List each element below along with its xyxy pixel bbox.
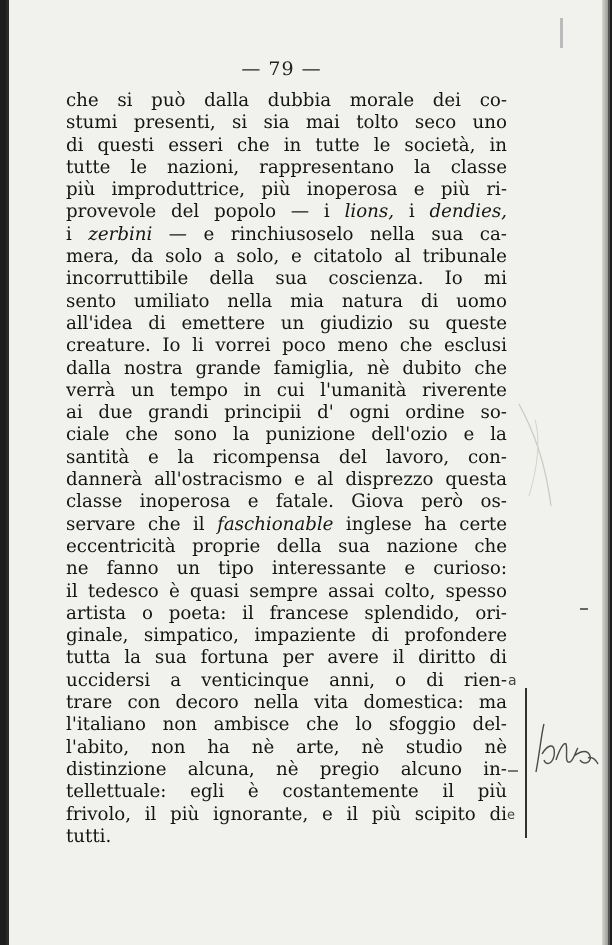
word: ricompensa <box>212 446 321 468</box>
word: ignorante, <box>213 803 309 825</box>
word: al <box>394 246 411 268</box>
word: riverente <box>422 379 507 401</box>
word: dalla <box>204 90 250 111</box>
word: che <box>147 513 181 535</box>
word: e <box>203 223 215 245</box>
word: eccentricità <box>66 535 176 557</box>
body-text <box>66 90 507 848</box>
word: questi <box>97 134 155 156</box>
text-line <box>66 447 507 469</box>
word: di <box>371 625 389 647</box>
text-line <box>66 759 507 781</box>
margin-tick <box>580 608 588 610</box>
word: di <box>420 290 439 312</box>
word: non <box>162 714 197 736</box>
text-line <box>66 224 507 246</box>
word: frivolo, <box>66 803 132 825</box>
word: zerbini <box>88 223 153 245</box>
word: i <box>408 201 415 223</box>
word: tempo <box>170 379 228 401</box>
text-line <box>66 514 507 536</box>
word: la <box>414 156 431 178</box>
word: esclusi <box>443 335 507 357</box>
page-edge <box>602 0 608 945</box>
word: inoperosa <box>139 491 231 513</box>
word: artista <box>66 602 127 624</box>
handwritten-signature <box>530 720 600 780</box>
word: nella <box>369 223 415 245</box>
word: dell'ozio <box>371 424 448 446</box>
text-line <box>66 647 507 669</box>
word: seco <box>414 112 457 134</box>
word: umiliato <box>133 290 210 312</box>
word: tutte <box>315 134 360 156</box>
text-line <box>66 291 507 313</box>
margin-tick <box>560 18 563 48</box>
word: vorrei <box>215 335 271 357</box>
word: uomo <box>456 290 507 312</box>
word: spesso <box>445 580 507 602</box>
text-line <box>66 603 507 625</box>
word: un <box>130 379 155 401</box>
word: e <box>413 179 425 201</box>
word: nè <box>367 357 390 379</box>
word: splendido, <box>364 602 460 624</box>
word: verrà <box>66 379 116 401</box>
word: i <box>323 201 330 223</box>
word: dubbia <box>267 90 332 111</box>
word: di <box>66 134 84 156</box>
word: — <box>168 223 187 245</box>
word: fortuna <box>200 647 269 669</box>
word: a <box>213 246 225 268</box>
word: o <box>395 669 407 691</box>
text-line <box>66 670 507 692</box>
margin-tick <box>508 770 518 772</box>
word: che <box>306 714 339 736</box>
word: emettere <box>181 312 266 334</box>
word: servare <box>66 513 136 535</box>
text-line <box>66 581 507 603</box>
word: natura <box>341 290 403 312</box>
word: il <box>192 513 205 535</box>
word: grandi <box>148 402 209 424</box>
word: che <box>66 90 99 111</box>
word: nè <box>484 736 507 758</box>
word: venticinque <box>201 669 309 691</box>
word: giudizio <box>319 312 393 334</box>
word: con- <box>467 446 507 468</box>
word: rien- <box>463 669 507 691</box>
word: i <box>66 223 72 245</box>
word: ha <box>424 513 447 535</box>
word: il <box>392 647 405 669</box>
word: nazione <box>386 535 458 557</box>
word: a <box>170 669 182 691</box>
word: l'umanità <box>320 379 407 401</box>
word: si <box>232 112 248 134</box>
word: fanno <box>106 558 159 580</box>
text-line <box>66 112 507 134</box>
text-line <box>66 201 507 223</box>
word: provevole <box>66 201 157 223</box>
word: mi <box>483 268 507 290</box>
word: o <box>141 602 153 624</box>
word: tipo <box>218 558 254 580</box>
word: colto, <box>384 580 436 602</box>
word: di <box>489 647 507 669</box>
word: dannerà <box>66 469 143 491</box>
word: famiglia, <box>273 357 355 379</box>
word: alcuno <box>400 758 462 780</box>
word: in- <box>483 758 507 780</box>
margin-bleed-stroke <box>515 400 555 510</box>
word: e <box>463 424 475 446</box>
word: le <box>130 156 147 178</box>
word: il <box>346 803 359 825</box>
text-line <box>66 491 507 513</box>
word: sua <box>275 268 308 290</box>
word: che <box>474 535 507 557</box>
word: scipito <box>414 803 476 825</box>
margin-line <box>525 688 527 838</box>
word: la <box>177 446 195 468</box>
text-line <box>66 246 507 268</box>
word: uno <box>472 112 507 134</box>
word: le <box>373 134 391 156</box>
word: decoro <box>175 692 239 714</box>
word: Io <box>162 335 181 357</box>
word: ogni <box>349 402 390 424</box>
word: mera, <box>66 246 120 268</box>
word: ai <box>66 402 83 424</box>
text-line <box>66 781 507 803</box>
word: grande <box>195 357 261 379</box>
word: più <box>371 803 401 825</box>
word: più <box>440 179 471 201</box>
text-line <box>66 157 507 179</box>
word: che <box>236 134 270 156</box>
word: e <box>147 446 159 468</box>
text-line <box>66 558 507 580</box>
word: con <box>127 692 161 714</box>
text-line <box>66 135 507 157</box>
text-line <box>66 424 507 446</box>
word: e <box>247 491 259 513</box>
word: all'idea <box>66 312 133 334</box>
word: di <box>489 803 507 825</box>
text-line <box>66 179 507 201</box>
word: — <box>290 201 310 223</box>
word: certe <box>459 513 507 535</box>
word: dalla <box>66 357 111 379</box>
word: tedesco <box>87 580 159 602</box>
word: stumi <box>66 112 118 134</box>
word: tellettuale: <box>66 781 167 803</box>
text-line <box>66 335 507 357</box>
word: improduttrice, <box>111 179 246 201</box>
word: tolto <box>356 112 399 134</box>
word: del- <box>472 714 507 736</box>
word: faschionable <box>217 513 334 535</box>
word: dubito <box>402 357 462 379</box>
word: domestica: <box>363 692 464 714</box>
word: un <box>280 312 305 334</box>
text-line <box>66 692 507 714</box>
word: incorruttibile <box>66 268 189 290</box>
word: nella <box>253 692 299 714</box>
word: due <box>98 402 133 424</box>
word: di <box>148 312 166 334</box>
word: non <box>151 736 186 758</box>
text-line <box>66 469 507 491</box>
word: so- <box>480 402 507 424</box>
text-line <box>66 90 507 112</box>
word: ambisce <box>213 714 290 736</box>
word: anni, <box>329 669 376 691</box>
page-number: — 79 — <box>241 58 322 80</box>
word: quasi <box>189 580 240 602</box>
text-line <box>66 625 507 647</box>
word: la <box>490 424 507 446</box>
word: lions, <box>344 201 394 223</box>
word: costantemente <box>282 781 419 803</box>
word: però <box>421 491 464 513</box>
word: mai <box>305 112 340 134</box>
word: della <box>209 268 255 290</box>
word: arte, <box>296 736 340 758</box>
word: trare <box>66 692 113 714</box>
margin-mark: e <box>507 808 515 823</box>
text-line <box>66 714 507 736</box>
word: co- <box>479 90 507 111</box>
word: ne <box>66 558 89 580</box>
word: cui <box>276 379 305 401</box>
word: sia <box>263 112 290 134</box>
word: più <box>261 179 291 201</box>
word: ginale, <box>66 625 129 647</box>
word: da <box>131 246 154 268</box>
word: dei <box>432 90 462 111</box>
word: tutta <box>66 647 111 669</box>
word: esseri <box>168 134 223 156</box>
word: mia <box>290 290 324 312</box>
word: solo, <box>236 246 280 268</box>
word: può <box>151 90 186 111</box>
word: interessante <box>271 558 387 580</box>
word: più <box>170 803 200 825</box>
word: nè <box>251 736 275 758</box>
word: santità <box>66 446 130 468</box>
word: del <box>170 201 200 223</box>
word: e <box>294 469 305 491</box>
word: sento <box>66 290 117 312</box>
word: tribunale <box>422 246 507 268</box>
word: sfoggio <box>388 714 456 736</box>
word: nostra <box>123 357 183 379</box>
word: assai <box>328 580 375 602</box>
word: sua <box>431 223 464 245</box>
word: lavoro, <box>385 446 450 468</box>
text-line <box>66 268 507 290</box>
word: fatale. <box>275 491 334 513</box>
word: nè <box>361 736 384 758</box>
word: punizione <box>265 424 356 446</box>
text-line <box>66 358 507 380</box>
word: poco <box>282 335 326 357</box>
word: nazioni, <box>166 156 240 178</box>
word: egli <box>190 781 225 803</box>
word: si <box>117 90 133 111</box>
word: francese <box>269 602 349 624</box>
word: ma <box>478 692 507 714</box>
word: popolo <box>214 201 277 223</box>
word: ori- <box>475 602 507 624</box>
word: lo <box>355 714 373 736</box>
word: ciale <box>66 424 110 446</box>
margin-mark: a <box>508 673 517 689</box>
word: ca- <box>479 223 507 245</box>
word: il <box>442 781 455 803</box>
word: diritto <box>418 647 476 669</box>
word: un <box>176 558 201 580</box>
word: è <box>247 781 259 803</box>
word: l'abito, <box>66 736 130 758</box>
word: uccidersi <box>66 669 151 691</box>
word: della <box>276 535 322 557</box>
word: Giova <box>351 491 404 513</box>
word: in <box>243 379 262 401</box>
word: ordine <box>405 402 465 424</box>
text-line <box>66 313 507 335</box>
word: impaziente <box>254 625 356 647</box>
word: principii <box>224 402 302 424</box>
word: rappresentano <box>259 156 395 178</box>
word: che <box>125 424 159 446</box>
word: la <box>232 424 250 446</box>
word: classe <box>450 156 507 178</box>
text-line <box>66 536 507 558</box>
text-line <box>66 402 507 424</box>
word: il <box>66 580 78 602</box>
word: la <box>124 647 142 669</box>
word: nella <box>227 290 273 312</box>
word: in <box>489 134 507 156</box>
word: ha <box>207 736 230 758</box>
word: al <box>316 469 334 491</box>
word: coscienza. <box>328 268 424 290</box>
word: alcuna, <box>187 758 255 780</box>
word: più <box>66 179 96 201</box>
word: rinchiusoselo <box>230 223 354 245</box>
word: in <box>283 134 302 156</box>
word: all'ostracismo <box>154 469 283 491</box>
word: società, <box>404 134 476 156</box>
text-line <box>66 826 507 848</box>
word: tutte <box>66 156 111 178</box>
word: proprie <box>192 535 261 557</box>
word: morale <box>349 90 415 111</box>
word: profondere <box>404 625 507 647</box>
word: disprezzo <box>345 469 434 491</box>
word: pregio <box>319 758 380 780</box>
word: vita <box>314 692 349 714</box>
word: tutti. <box>66 825 112 847</box>
word: classe <box>66 491 123 513</box>
word: d' <box>317 402 334 424</box>
word: il <box>144 803 157 825</box>
word: nè <box>276 758 299 780</box>
word: del <box>338 446 368 468</box>
word: sua <box>154 647 187 669</box>
word: solo <box>165 246 203 268</box>
text-line <box>66 380 507 402</box>
text-line <box>66 737 507 759</box>
word: os- <box>480 491 507 513</box>
word: presenti, <box>133 112 216 134</box>
word: più <box>477 781 507 803</box>
word: l'italiano <box>66 714 146 736</box>
word: su <box>408 312 430 334</box>
word: meno <box>337 335 389 357</box>
word: il <box>242 602 254 624</box>
word: creature. <box>66 335 151 357</box>
word: li <box>192 335 204 357</box>
word: dendies, <box>429 201 507 223</box>
word: e <box>321 803 333 825</box>
word: che <box>474 357 507 379</box>
word: distinzione <box>66 758 167 780</box>
word: inoperosa <box>306 179 398 201</box>
word: è <box>168 580 180 602</box>
word: inglese <box>345 513 412 535</box>
word: citatolo <box>313 246 383 268</box>
word: e <box>404 558 416 580</box>
word: avere <box>327 647 379 669</box>
word: sempre <box>249 580 318 602</box>
word: che <box>399 335 433 357</box>
word: ri- <box>486 179 507 201</box>
word: sono <box>174 424 217 446</box>
word: Io <box>444 268 463 290</box>
word: poeta: <box>168 602 227 624</box>
word: simpatico, <box>143 625 239 647</box>
word: curioso: <box>433 558 507 580</box>
word: sua <box>338 535 370 557</box>
word: di <box>426 669 444 691</box>
word: e <box>290 246 302 268</box>
text-line <box>66 804 507 826</box>
word: per <box>282 647 314 669</box>
word: questa <box>445 469 507 491</box>
word: studio <box>405 736 463 758</box>
word: queste <box>445 312 507 334</box>
